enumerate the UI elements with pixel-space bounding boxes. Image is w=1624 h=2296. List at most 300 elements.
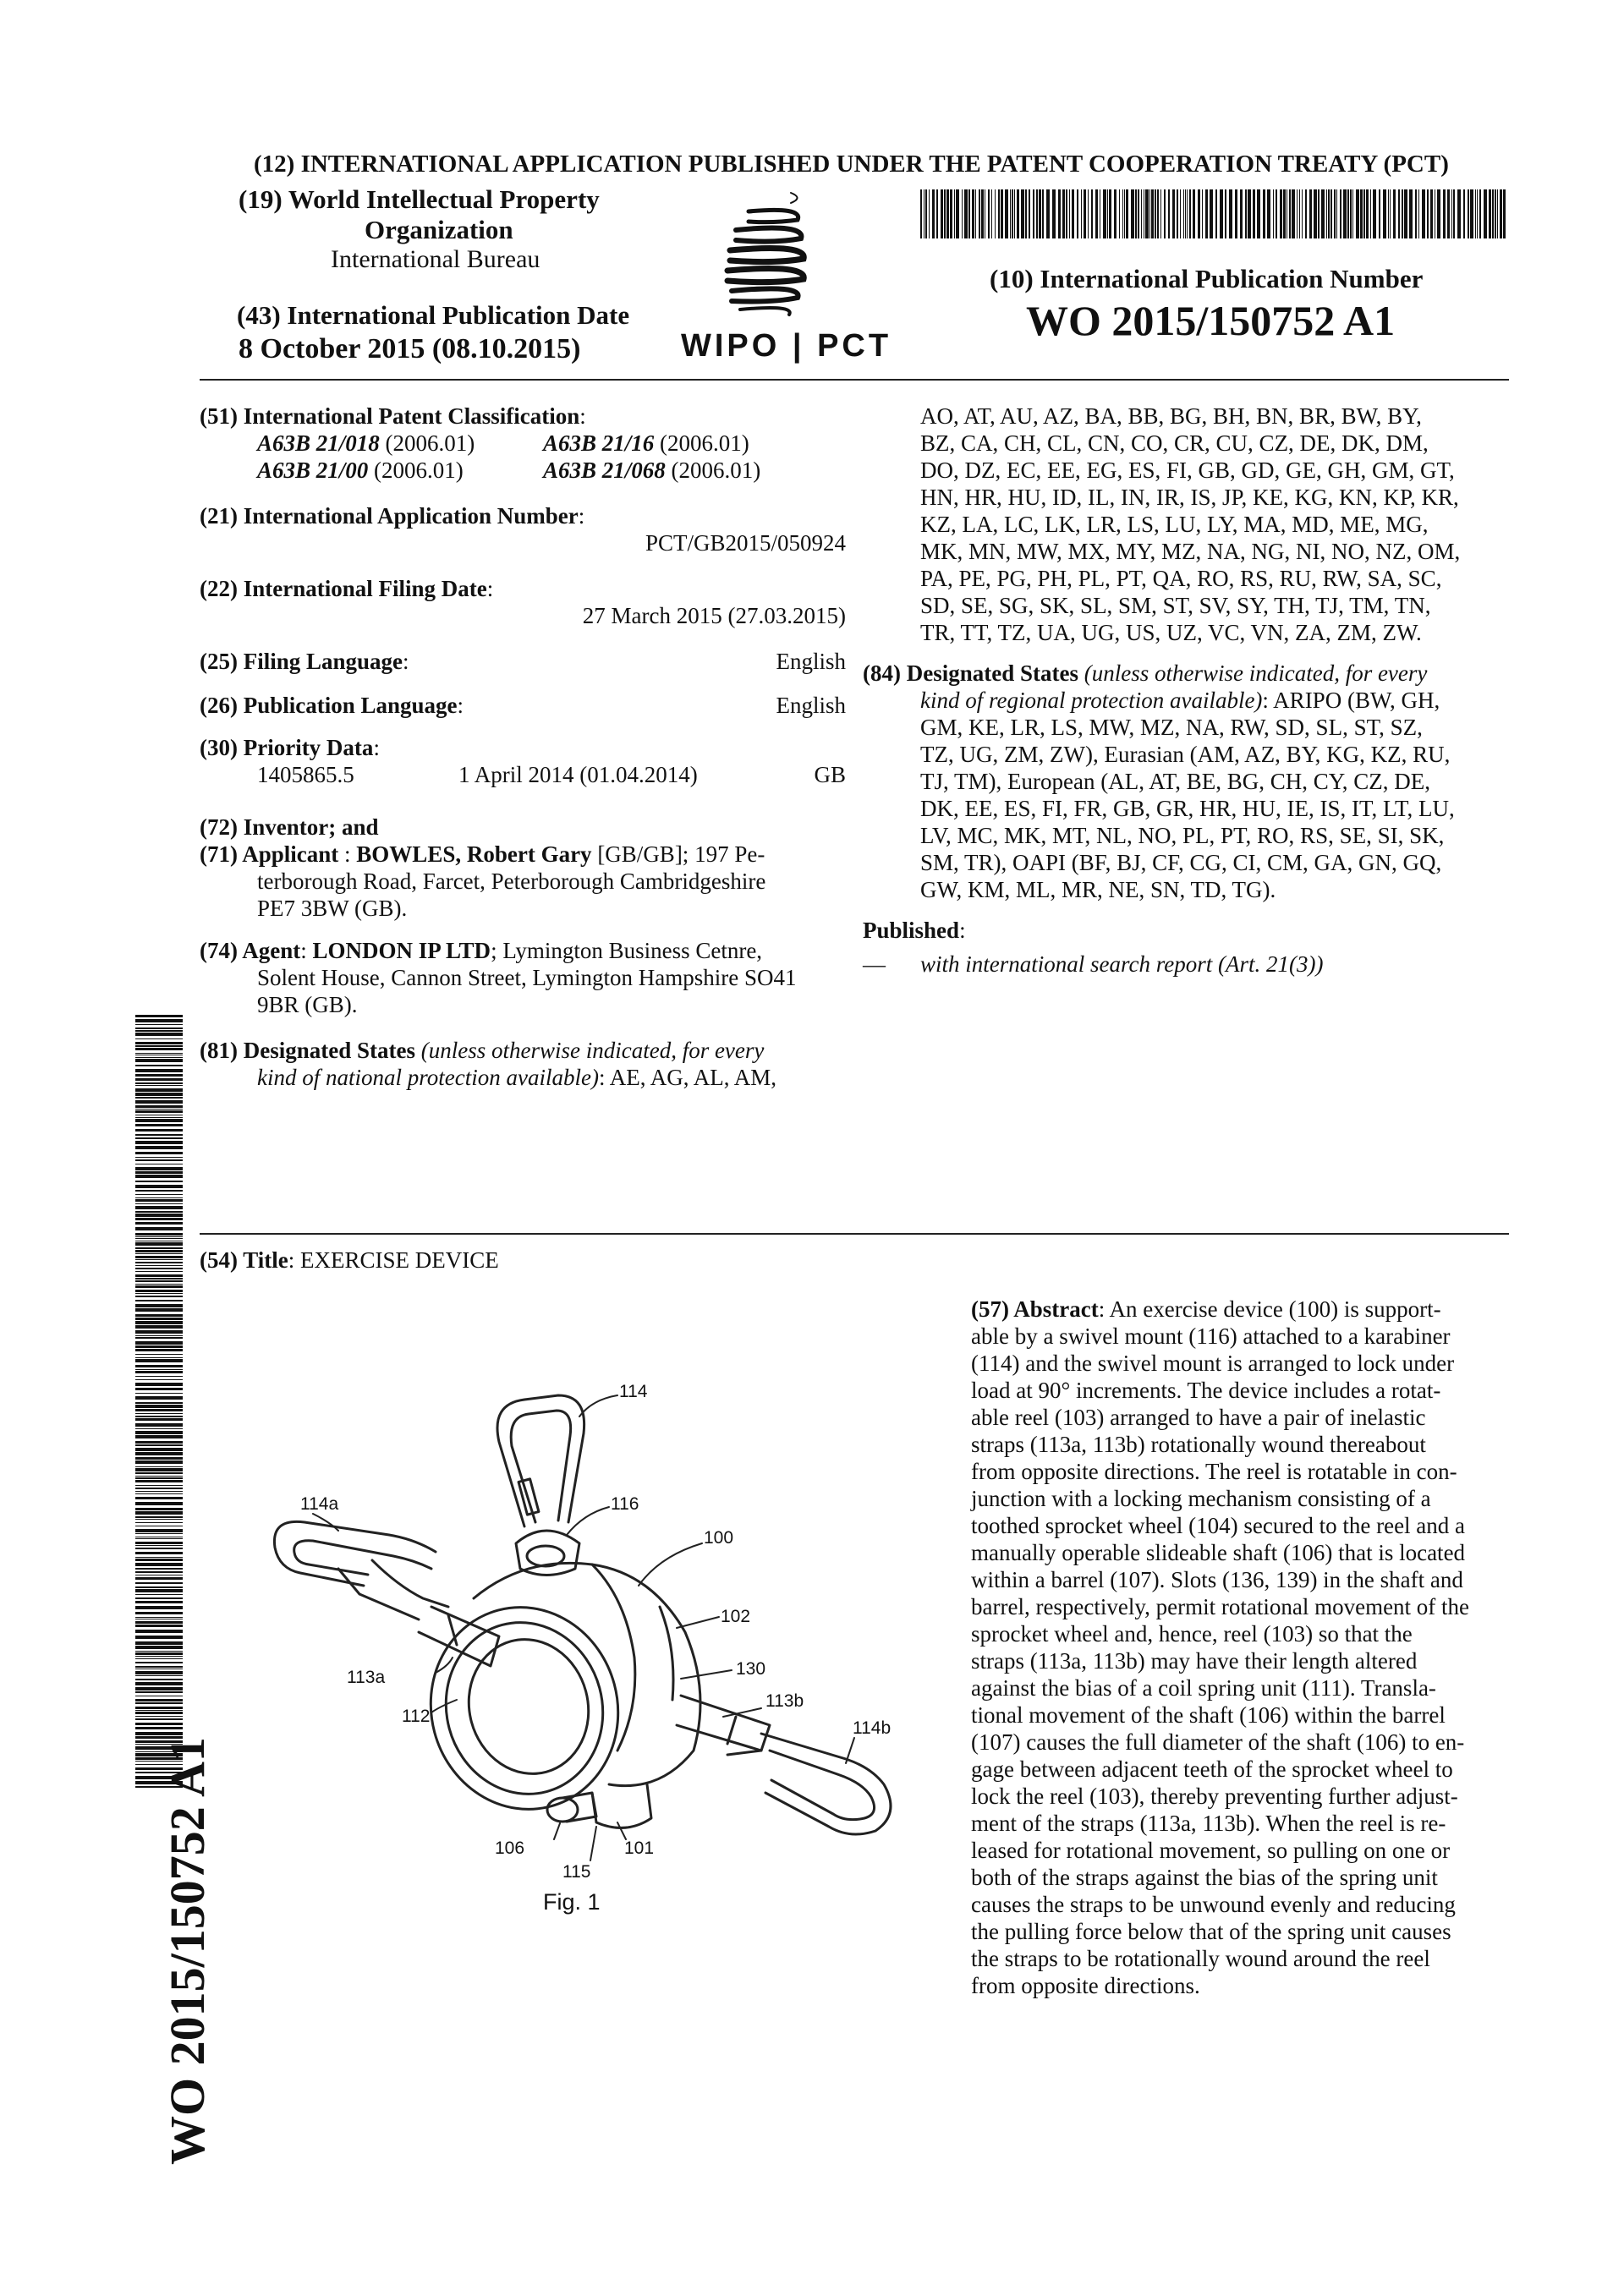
barcode-bar (135, 1105, 183, 1108)
barcode-bar (1326, 189, 1327, 238)
barcode-bar (979, 189, 980, 238)
barcode-bar (135, 1357, 183, 1358)
application-number-section: (21) International Application Number: PCT/GB2015/050924 (200, 503, 846, 556)
barcode-bar (135, 1405, 183, 1408)
barcode-bar (988, 189, 990, 238)
barcode-bar (135, 1285, 183, 1288)
barcode-bar (1283, 189, 1286, 238)
publication-language-label: (26) Publication Language (200, 693, 458, 718)
barcode-bar (135, 1088, 183, 1092)
barcode-bar (135, 1250, 183, 1252)
abstract-label: (57) Abstract (971, 1296, 1099, 1322)
barcode-bar (135, 1383, 183, 1386)
filing-language: English (776, 649, 846, 674)
barcode-bar (1084, 189, 1086, 238)
barcode-bar (135, 1508, 183, 1510)
publication-language-row: (26) Publication Language: English (200, 693, 846, 718)
barcode-bar (135, 1167, 183, 1170)
barcode-bar (1447, 189, 1450, 238)
barcode-bar (135, 1522, 183, 1523)
front-disc-112-drawing (409, 1586, 641, 1831)
label-130: 130 (736, 1659, 766, 1679)
barcode-bar (1398, 189, 1400, 238)
priority-country: GB (814, 762, 846, 787)
published-section: Published: — with international search report (Art. 21(3)) (863, 918, 1324, 977)
barcode-bar (1202, 189, 1203, 238)
barcode-bar (135, 1314, 183, 1317)
barcode-bar (964, 189, 968, 238)
agent-name: LONDON IP LTD (312, 938, 491, 963)
barcode-bar (1314, 189, 1317, 238)
barcode-bar (1427, 189, 1429, 238)
barcode-bar (1248, 189, 1251, 238)
barcode-bar (1215, 189, 1217, 238)
barcode-bar (1489, 189, 1491, 238)
barcode-bar (135, 1203, 183, 1204)
barcode-bar (946, 189, 949, 238)
barcode-bar (1042, 189, 1044, 238)
barcode-bar (135, 1033, 183, 1036)
barcode-bar (962, 189, 963, 238)
barcode-bar (135, 1716, 183, 1717)
barcode-bar (135, 1712, 183, 1714)
barcode-bar (968, 189, 970, 238)
barcode-bar (135, 1675, 183, 1676)
barcode-bar (135, 1371, 183, 1373)
applicant-section: (71) Applicant : BOWLES, Robert Gary [GB/GB]; 197 Pe- terborough Road, Farcet, Peterborough Cambridgeshire PE7 3BW (GB). (200, 841, 846, 925)
barcode-bar (1240, 189, 1243, 238)
barcode-bar (135, 1529, 183, 1532)
barcode-bar (1463, 189, 1465, 238)
barcode-bar (1001, 189, 1003, 238)
barcode-bar (135, 1341, 183, 1345)
barcode-bar (135, 1416, 183, 1417)
barcode-bar (135, 1582, 183, 1584)
barcode-bar (929, 189, 930, 238)
barcode-bar (1109, 189, 1111, 238)
publication-date: 8 October 2015 (08.10.2015) (239, 333, 581, 364)
barcode-bar (135, 1296, 183, 1297)
barcode-bar (1205, 189, 1208, 238)
published-item: with international search report (Art. 21(3)) (920, 951, 1324, 977)
barcode-bar (1321, 189, 1325, 238)
barcode-bar (135, 1019, 183, 1022)
barcode-bar (135, 1069, 183, 1072)
device-body-102-drawing (474, 1563, 700, 1785)
barcode-bar (135, 1586, 183, 1588)
barcode-bar (135, 1597, 183, 1599)
national-states-list: AO, AT, AU, AZ, BA, BB, BG, BH, BN, BR, BW, BY, BZ, CA, CH, CL, CN, CO, CR, CU, CZ, DE, DK, DM, DO, DZ, EC, EE, EG, ES, FI, GB, GD, GE, GH, GM, GT, HN, HR, HU, ID, IL, IN, IR, IS, JP, KE, KG, KN, KP, KR, KZ, LA, LC, LK, LR, LS, LU, LY, MA, MD, ME, MG, MK, MN, MW, MX, MY, MZ, NA, NG, NI, NO, NZ, OM, PA, PE, PG, PH, PL, PT, QA, RO, RS, RU, RW, SA, SC, SD, SE, SG, SK, SL, SM, ST, SV, SY, TH, TJ, TM, TN, TR, TT, TZ, UA, UG, US, UZ, VC, VN, ZA, ZM, ZW. (920, 403, 1461, 645)
barcode-bar (135, 1197, 183, 1198)
barcode-bar (1081, 189, 1082, 238)
barcode-bar (135, 1625, 183, 1627)
barcode-bar (135, 1057, 183, 1058)
barcode-bar (1072, 189, 1074, 238)
barcode-bar (135, 1330, 183, 1334)
barcode-bar (135, 1423, 183, 1427)
barcode-bar (135, 1559, 183, 1561)
barcode-bar (1157, 189, 1159, 238)
barcode-bar (135, 1477, 183, 1479)
barcode-bar (135, 1146, 183, 1149)
barcode-bar (135, 1621, 183, 1624)
barcode-bar (135, 1662, 183, 1663)
label-113b: 113b (765, 1691, 804, 1711)
barcode-bar (135, 1027, 183, 1029)
barcode-bar (135, 1256, 183, 1258)
barcode-bar (1069, 189, 1070, 238)
barcode-bar (135, 1078, 183, 1081)
label-116: 116 (611, 1494, 639, 1514)
patent-figure (254, 1353, 947, 1877)
barcode-bar (135, 1124, 183, 1126)
barcode-bar (135, 1691, 183, 1693)
barcode-bar (135, 1488, 183, 1489)
barcode-bar (135, 1519, 183, 1520)
barcode-bar (135, 1349, 183, 1351)
barcode-bar (135, 1045, 183, 1047)
title-row: (54) Title: EXERCISE DEVICE (200, 1247, 499, 1273)
barcode-bar (135, 1379, 183, 1380)
publication-number-label: (10) International Publication Number (990, 264, 1424, 293)
barcode-bar (135, 1594, 183, 1595)
barcode-bar (135, 1335, 183, 1336)
barcode-bar (1503, 189, 1506, 238)
label-101: 101 (624, 1838, 655, 1858)
barcode-bar (135, 1097, 183, 1099)
barcode-bar (1058, 189, 1061, 238)
barcode-bar (1388, 189, 1389, 238)
barcode-bar (135, 1687, 183, 1690)
barcode-bar (1177, 189, 1178, 238)
applicant-name: BOWLES, Robert Gary (356, 841, 592, 867)
barcode-bar (1021, 189, 1024, 238)
karabiner-114-drawing (497, 1395, 584, 1526)
publication-barcode (920, 189, 1506, 238)
barcode-bar (1500, 189, 1502, 238)
barcode-bar (135, 1485, 183, 1486)
barcode-bar (135, 1030, 183, 1032)
barcode-bar (1352, 189, 1353, 238)
ds81-label: (81) Designated States (200, 1038, 415, 1063)
barcode-bar (135, 1493, 183, 1494)
barcode-bar (135, 1497, 183, 1499)
barcode-bar (135, 1227, 183, 1230)
barcode-bar (135, 1418, 183, 1421)
barcode-bar (1091, 189, 1093, 238)
barcode-bar (1409, 189, 1413, 238)
barcode-bar (1046, 189, 1050, 238)
barcode-bar (135, 1284, 183, 1285)
barcode-bar (1475, 189, 1476, 238)
application-number: PCT/GB2015/050924 (645, 530, 846, 556)
barcode-bar (135, 1538, 183, 1539)
barcode-bar (1318, 189, 1320, 238)
label-115: 115 (562, 1862, 591, 1877)
wipo-logo-icon (723, 186, 808, 321)
barcode-bar (956, 189, 959, 238)
barcode-bar (135, 1428, 183, 1429)
barcode-bar (1453, 189, 1455, 238)
barcode-bar (135, 1074, 183, 1077)
office-name-line-1: (19) World Intellectual Property (239, 184, 600, 214)
priority-number: 1405865.5 (257, 762, 354, 787)
barcode-bar (135, 1271, 183, 1272)
barcode-bar (1138, 189, 1139, 238)
priority-section: (30) Priority Data: 1405865.5 1 April 2014 (01.04.2014) GB (200, 735, 846, 787)
barcode-bar (135, 1345, 183, 1348)
barcode-bar (1305, 189, 1307, 238)
barcode-bar (1334, 189, 1336, 238)
barcode-bar (1373, 189, 1376, 238)
barcode-bar (135, 1545, 183, 1546)
ipc-code-4: A63B 21/068 (2006.01) (543, 458, 761, 483)
barcode-bar (135, 1318, 183, 1320)
barcode-bar (135, 1194, 183, 1195)
barcode-bar (1119, 189, 1120, 238)
barcode-bar (1484, 189, 1487, 238)
barcode-bar (1347, 189, 1349, 238)
barcode-bar (995, 189, 996, 238)
barcode-bar (135, 1376, 183, 1377)
filing-language-label: (25) Filing Language (200, 649, 403, 674)
barcode-bar (975, 189, 976, 238)
barcode-bar (135, 1409, 183, 1411)
barcode-bar (135, 1617, 183, 1618)
barcode-bar (1149, 189, 1150, 238)
barcode-bar (135, 1491, 183, 1492)
inventor-label: (72) Inventor; and (200, 814, 379, 840)
side-barcode (135, 1015, 183, 1793)
barcode-bar (1160, 189, 1161, 238)
filing-date: 27 March 2015 (27.03.2015) (582, 603, 846, 628)
barcode-bar (135, 1612, 183, 1614)
applicant-address-1: terborough Road, Farcet, Peterborough Cambridgeshire (257, 869, 766, 894)
barcode-bar (135, 1679, 183, 1680)
barcode-bar (135, 1222, 183, 1225)
barcode-bar (135, 1199, 183, 1202)
barcode-bar (1273, 189, 1274, 238)
barcode-bar (135, 1431, 183, 1434)
barcode-bar (1257, 189, 1260, 238)
barcode-bar (135, 1175, 183, 1178)
barcode-bar (1263, 189, 1265, 238)
barcode-bar (135, 1085, 183, 1086)
left-column (200, 403, 846, 1096)
application-number-label: (21) International Application Number (200, 503, 579, 529)
barcode-bar (135, 1274, 183, 1277)
barcode-bar (1025, 189, 1027, 238)
barcode-bar (135, 1304, 183, 1307)
barcode-bar (1404, 189, 1407, 238)
barcode-bar (135, 1646, 183, 1649)
barcode-bar (135, 1262, 183, 1263)
barcode-bar (1495, 189, 1496, 238)
barcode-bar (1492, 189, 1494, 238)
header-divider (200, 379, 1509, 381)
barcode-bar (135, 1259, 183, 1260)
barcode-bar (135, 1321, 183, 1324)
barcode-bar (1189, 189, 1191, 238)
barcode-bar (135, 1238, 183, 1239)
barcode-bar (135, 1707, 183, 1709)
barcode-bar (135, 1024, 183, 1025)
barcode-bar (991, 189, 992, 238)
barcode-bar (1276, 189, 1277, 238)
barcode-bar (941, 189, 943, 238)
ds84-label: (84) Designated States (863, 660, 1078, 686)
barcode-bar (1039, 189, 1041, 238)
designated-states-81: (81) Designated States (unless otherwise indicated, for every kind of national protection available): AE, AG, AL, AM, (200, 1038, 776, 1090)
barcode-bar (135, 1308, 183, 1312)
applicant-address-2: PE7 3BW (GB). (257, 896, 408, 921)
barcode-bar (135, 1109, 183, 1110)
barcode-bar (135, 1651, 183, 1652)
agent-address-1: Solent House, Cannon Street, Lymington Hampshire SO41 (257, 965, 797, 990)
barcode-bar (135, 1293, 183, 1294)
barcode-bar (135, 1393, 183, 1394)
barcode-bar (135, 1718, 183, 1720)
barcode-bar (972, 189, 974, 238)
barcode-bar (135, 1452, 183, 1455)
barcode-bar (135, 1444, 183, 1446)
barcode-bar (135, 1577, 183, 1580)
filing-language-row: (25) Filing Language: English (200, 649, 846, 674)
barcode-bar (135, 1265, 183, 1266)
barcode-bar (135, 1042, 183, 1044)
barcode-bar (1145, 189, 1149, 238)
barcode-bar (135, 1388, 183, 1390)
barcode-bar (1422, 189, 1425, 238)
barcode-bar (135, 1571, 183, 1573)
label-114a: 114a (300, 1494, 339, 1514)
publication-number: WO 2015/150752 A1 (1026, 297, 1396, 344)
barcode-bar (135, 1656, 183, 1657)
barcode-bar (1330, 189, 1332, 238)
handle-114a-drawing (274, 1521, 448, 1619)
barcode-bar (998, 189, 1000, 238)
barcode-bar (1185, 189, 1186, 238)
barcode-bar (1253, 189, 1255, 238)
barcode-bar (135, 1268, 183, 1269)
ipc-code-3: A63B 21/00 (2006.01) (257, 458, 464, 483)
barcode-bar (135, 1290, 183, 1292)
agent-label: (74) Agent (200, 938, 301, 963)
wipo-pct-logo-text: WIPO | PCT (681, 328, 892, 364)
barcode-bar (1363, 189, 1365, 238)
barcode-bar (1393, 189, 1396, 238)
barcode-bar (135, 1568, 183, 1570)
barcode-bar (135, 1441, 183, 1444)
barcode-bar (1309, 189, 1312, 238)
title-label: (54) Title (200, 1247, 288, 1273)
barcode-bar (135, 1636, 183, 1639)
barcode-bar (135, 1171, 183, 1174)
barcode-bar (135, 1557, 183, 1558)
barcode-bar (135, 1129, 183, 1132)
office-bureau: International Bureau (331, 245, 540, 273)
barcode-bar (135, 1278, 183, 1280)
published-label: Published (863, 918, 960, 943)
figure-caption: Fig. 1 (543, 1889, 601, 1915)
barcode-bar (1077, 189, 1078, 238)
barcode-bar (135, 1511, 183, 1515)
barcode-bar (135, 1242, 183, 1246)
barcode-bar (1360, 189, 1363, 238)
barcode-bar (135, 1325, 183, 1329)
barcode-bar (1390, 189, 1391, 238)
barcode-bar (135, 1457, 183, 1460)
barcode-bar (1012, 189, 1013, 238)
barcode-bar (1267, 189, 1270, 238)
right-column (863, 403, 1509, 984)
side-publication-number: WO 2015/150752 A1 (160, 1737, 215, 2165)
label-114: 114 (619, 1382, 648, 1401)
barcode-bar (1052, 189, 1056, 238)
barcode-bar (135, 1233, 183, 1236)
barcode-bar (1220, 189, 1223, 238)
barcode-bar (1479, 189, 1481, 238)
strap-113b-drawing (677, 1696, 770, 1751)
barcode-bar (135, 1065, 183, 1066)
barcode-bar (1235, 189, 1237, 238)
label-113a: 113a (347, 1668, 386, 1687)
barcode-bar (135, 1402, 183, 1404)
barcode-bar (1036, 189, 1038, 238)
barcode-bar (135, 1732, 183, 1735)
priority-date: 1 April 2014 (01.04.2014) (458, 762, 698, 787)
barcode-bar (1225, 189, 1226, 238)
barcode-bar (135, 1253, 183, 1254)
barcode-bar (1172, 189, 1175, 238)
barcode-bar (954, 189, 955, 238)
barcode-bar (1033, 189, 1034, 238)
barcode-bar (1497, 189, 1498, 238)
barcode-bar (135, 1468, 183, 1471)
barcode-bar (135, 1117, 183, 1118)
barcode-bar (1451, 189, 1452, 238)
barcode-bar (1103, 189, 1106, 238)
barcode-bar (135, 1359, 183, 1362)
barcode-bar (135, 1280, 183, 1282)
barcode-bar (1010, 189, 1011, 238)
designated-states-84: (84) Designated States (unless otherwise indicated, for every kind of regional protection available): ARIPO (BW, GH, GM, KE, LR, LS, MW, MZ, NA, RW, SD, SL, ST, SZ, TZ, UG, ZM, ZW), Eurasian (AM, AZ, BY, KG, KZ, RU, TJ, TM), European (AL, AT, BE, BG, CH, CY, CZ, DE, DK, EE, ES, FI, FR, GB, GR, HR, HU, IE, IS, IT, LT, LU, LV, MC, MK, MT, NL, NO, PL, PT, RO, RS, SE, SI, SK, SM, TR), OAPI (BF, BJ, CF, CG, CI, CM, GA, GN, GQ, GW, KM, ML, MR, NE, SN, TD, TG). (863, 660, 1455, 902)
barcode-bar (1126, 189, 1128, 238)
barcode-bar (1280, 189, 1282, 238)
barcode-bar (1062, 189, 1065, 238)
barcode-bar (1468, 189, 1469, 238)
barcode-bar (135, 1337, 183, 1339)
barcode-bar (135, 1190, 183, 1192)
barcode-bar (135, 1119, 183, 1122)
barcode-bar (1164, 189, 1166, 238)
barcode-bar (1168, 189, 1170, 238)
barcode-bar (1017, 189, 1019, 238)
barcode-bar (135, 1048, 183, 1050)
barcode-bar (135, 1466, 183, 1467)
barcode-bar (944, 189, 946, 238)
barcode-bar (135, 1502, 183, 1505)
barcode-bar (135, 1723, 183, 1725)
barcode-bar (1155, 189, 1156, 238)
title-value: EXERCISE DEVICE (300, 1247, 499, 1273)
barcode-bar (1457, 189, 1461, 238)
barcode-bar (1245, 189, 1247, 238)
barcode-bar (1114, 189, 1116, 238)
barcode-bar (1336, 189, 1337, 238)
barcode-bar (135, 1516, 183, 1518)
filing-date-section: (22) International Filing Date: 27 March 2015 (27.03.2015) (200, 576, 846, 628)
